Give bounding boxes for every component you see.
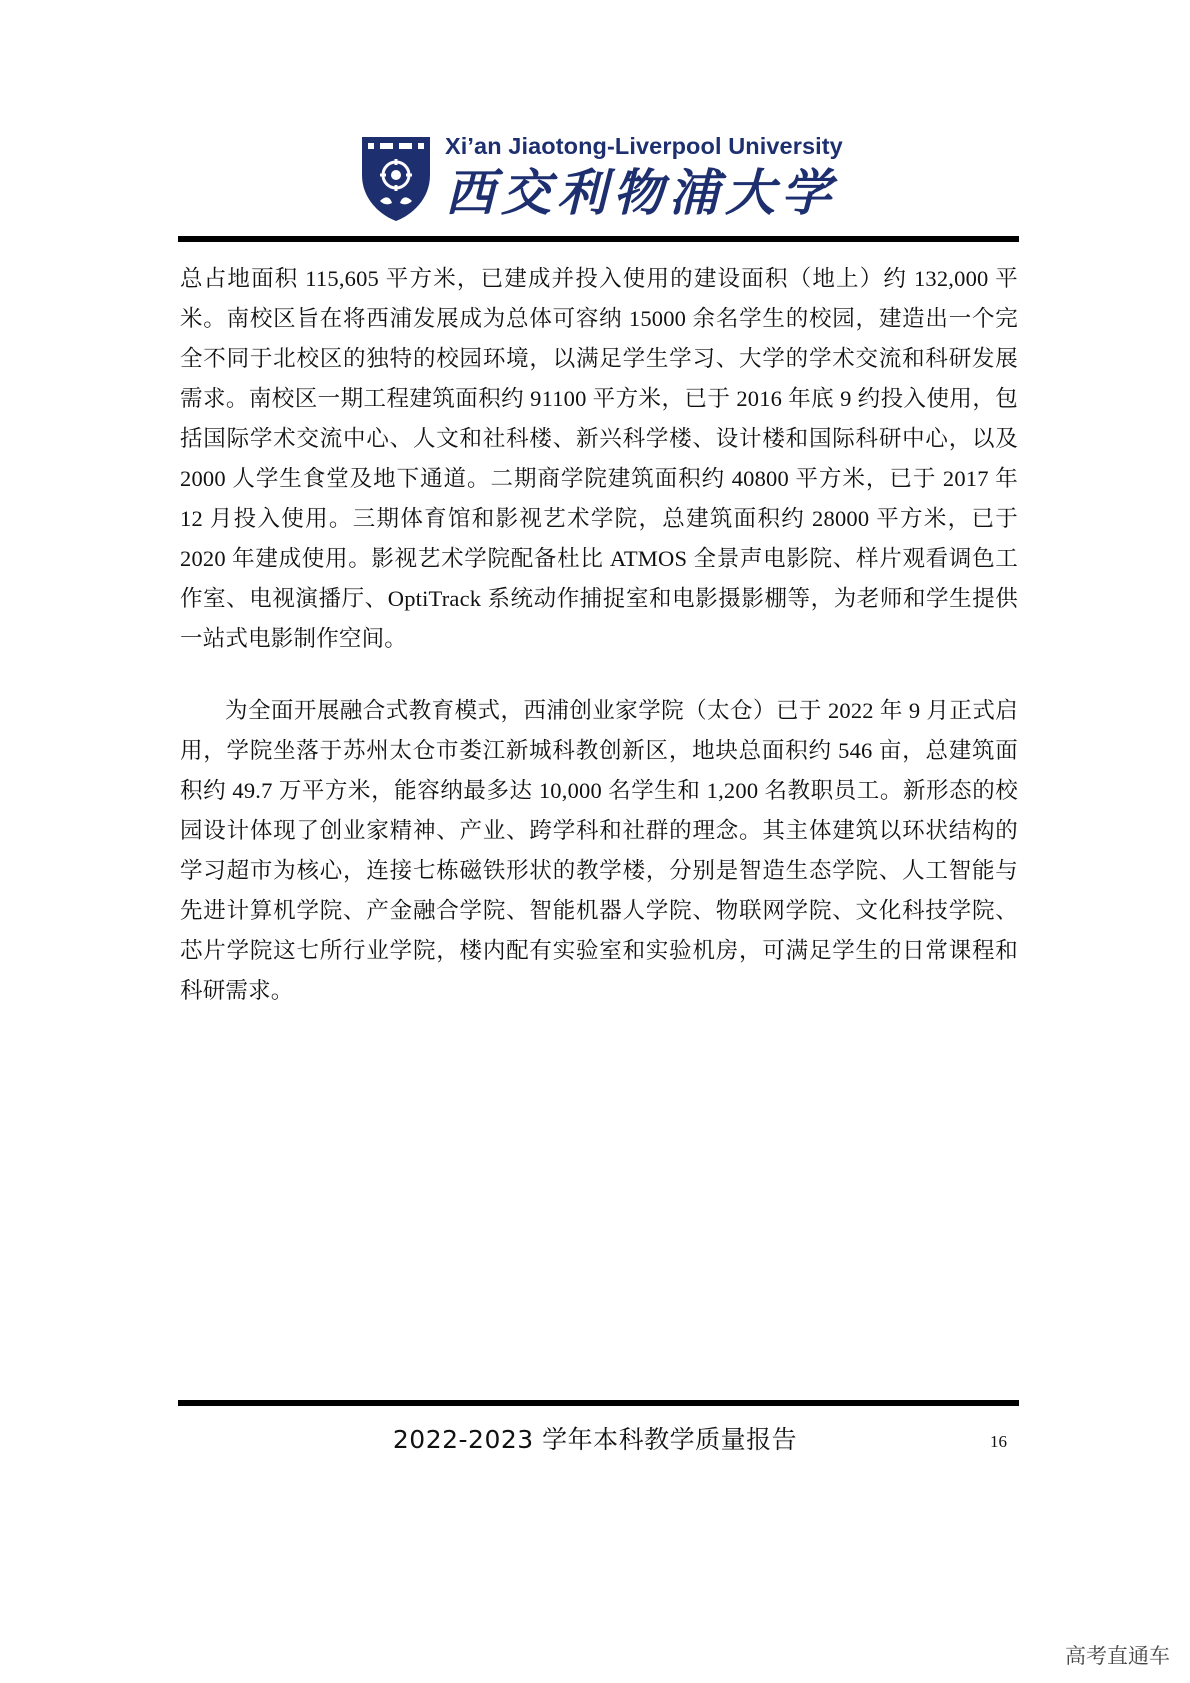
page-header [0, 0, 1190, 250]
header-divider [178, 236, 1019, 242]
watermark-text: 高考直通车 [1065, 1644, 1170, 1668]
report-title: 2022-2023 学年本科教学质量报告 [392, 1425, 798, 1454]
page-number: 16 [990, 1432, 1007, 1451]
xjtlu-shield-icon [360, 135, 432, 223]
paragraph-entrepreneur-college: 为全面开展融合式教育模式，西浦创业家学院（太仓）已于 2022 年 9 月正式启用，学院坐落于苏州太仓市娄江新城科教创新区，地块总面积约 546 亩，总建筑面积约 49.7 万平方米，能容纳最多达 10,000 名学生和 1,200 名教职员工。新形态的校园设计体现了创业家精神、产业、跨学科和社群的理念。其主体建筑以环状结构的学习超市为核心，连接七栋磁铁形状的教学楼，分别是智造生态学院、人工智能与先进计算机学院、产金融合学院、智能机器人学院、物联网学院、文化科技学院、芯片学院这七所行业学院，楼内配有实验室和实验机房，可满足学生的日常课程和科研需求。 [180, 698, 1018, 1003]
footer-divider [178, 1400, 1019, 1406]
university-name-en: Xi’an Jiaotong-Liverpool University [445, 133, 843, 159]
paragraph-campus-south: 总占地面积 115,605 平方米，已建成并投入使用的建设面积（地上）约 132,000 平米。南校区旨在将西浦发展成为总体可容纳 15000 余名学生的校园，建造出一个完全不同于北校区的独特的校园环境，以满足学生学习、大学的学术交流和科研发展需求。南校区一期工程建筑面积约 91100 平方米，已于 2016 年底 9 约投入使用，包括国际学术交流中心、人文和社科楼、新兴科学楼、设计楼和国际科研中心，以及 2000 人学生食堂及地下通道。二期商学院建筑面积约 40800 平方米，已于 2017 年 12 月投入使用。三期体育馆和影视艺术学院，总建筑面积约 28000 平方米，已于 2020 年建成使用。影视艺术学院配备杜比 ATMOS 全景声电影院、样片观看调色工作室、电视演播厅、OptiTrack 系统动作捕捉室和电影摄影棚等，为老师和学生提供一站式电影制作空间。 [180, 266, 1018, 651]
document-body [180, 259, 1018, 1011]
university-name-cn: 西交利物浦大学 [445, 164, 837, 222]
